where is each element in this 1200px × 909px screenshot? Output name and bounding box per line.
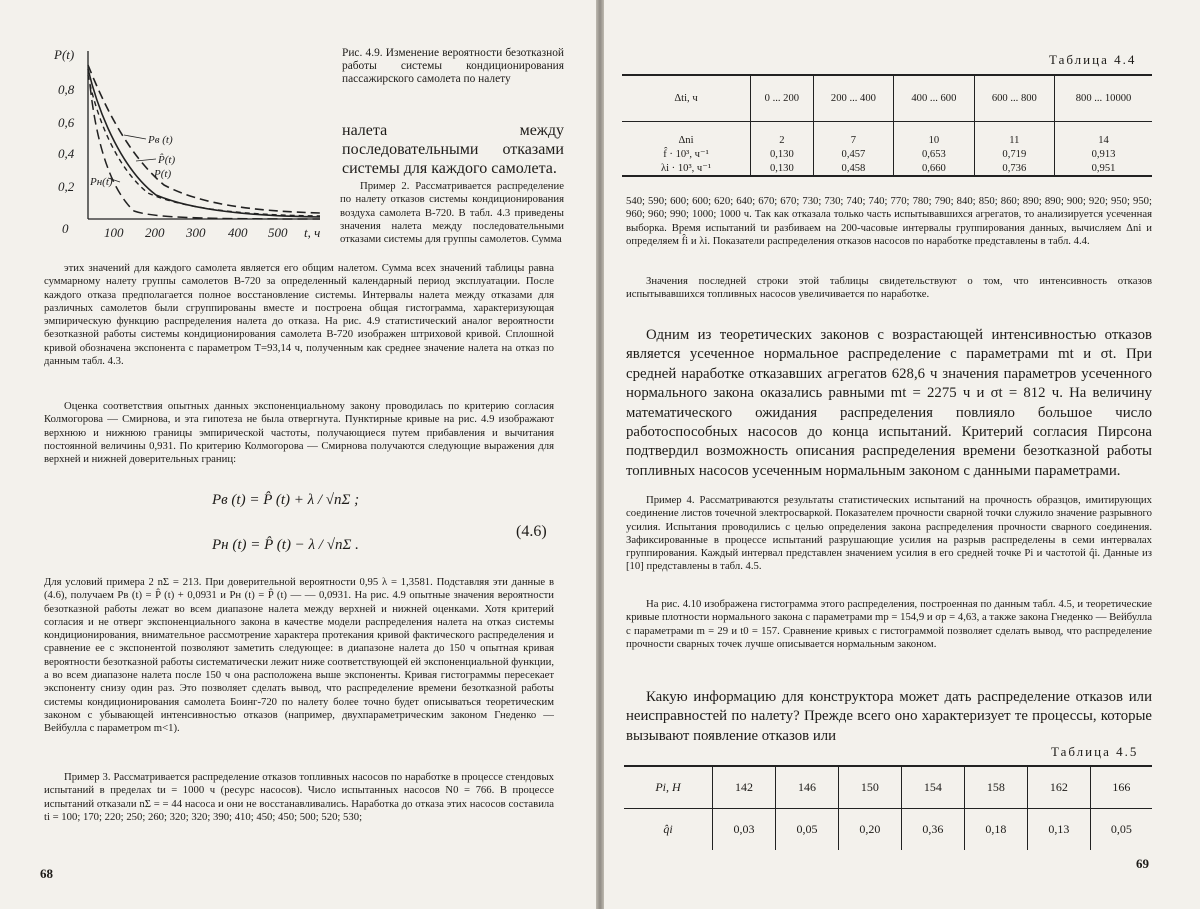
table-header-row (622, 75, 1152, 121)
right-paragraph-2: Значения последней строки этой таблицы свидетельствуют о том, что интенсивность отказов испытывавшихся топливных насосов увеличивается по наработке. (626, 275, 1152, 301)
table-cell: 162 (1027, 766, 1090, 808)
right-paragraph-1: 540; 590; 600; 600; 620; 640; 670; 670; 730; 730; 740; 740; 770; 780; 790; 840; 850; 860; 890; 890; 900; 920; 950; 950; 960; 960; 990; 1000; 1000 ч. Так как отказала только часть испытывавшихся агрегатов, то анализируется усеченная выборка. Время испытаний tи разбиваем на 200-часовые интервалы группирования данных, вычисляем Δni и определяем f̂i и λi. Показатели распределения отказов насосов по наработке представлены в табл. 4.4. (626, 195, 1152, 247)
table-cell: 0,913 (1091, 148, 1116, 160)
table-cell: 158 (964, 766, 1027, 808)
table-header-cell: q̂i (624, 808, 713, 850)
curve-label-upper: Pв (t) (148, 134, 173, 146)
side-text: налета между последовательными отказами системы для каждого самолета. (342, 122, 564, 177)
formula-upper-bound: Pв (t) = P̂ (t) + λ / √nΣ ; (212, 492, 360, 508)
table-cell: 11 (974, 121, 1054, 147)
curve-label-exponent: P(t) (154, 168, 172, 180)
fig-y-tick: 0,2 (58, 179, 75, 194)
table-4-5 (624, 765, 1152, 850)
fig-y-tick: 0,6 (58, 115, 75, 130)
fig-x-tick: 200 (145, 225, 165, 240)
table-cell: 0,457 (813, 147, 893, 161)
table-cell: 0,05 (775, 808, 838, 850)
table-cell: 0,736 (974, 161, 1054, 176)
page-number-left: 68 (40, 866, 53, 881)
table-cell: 166 (1112, 779, 1131, 794)
table-cell: λi · 10³, ч⁻¹ (622, 161, 751, 176)
table-header-cell: 800 ... 10000 (1075, 92, 1132, 104)
curve-exponent (88, 69, 320, 217)
right-paragraph-6: Какую информацию для конструктора может дать распределение отказов или неисправностей по налету? Прежде всего оно характеризует те процессы, которые вызывают появление отказов или (626, 689, 1152, 744)
table-cell: 0,130 (751, 161, 814, 176)
table-cell: 0,03 (713, 808, 776, 850)
equation-number: (4.6) (516, 523, 547, 540)
fig-y-tick: 0,8 (58, 82, 75, 97)
curve-upper-bound (88, 65, 320, 213)
fig-x-tick: 500 (268, 225, 288, 240)
table-header-cell: Pi, Н (624, 766, 713, 808)
table-row (622, 121, 1152, 147)
paragraph: этих значений для каждого самолета является его общим налетом. Сумма всех значений таблицы равна суммарному налету группы самолетов В-720 за определенный календарный период эксплуатации. После каждого отказа предполагается полное восстановление системы. Интервалы налета между отказами для различных самолетов были сгруппированы вместе и построена общая гистограмма, характеризующая эмпирическую функцию распределения налета до отказа. На рис. 4.9 статистический аналог вероятности безотказной работы системы кондиционирования самолета В-720 изображен штриховой кривой. Сплошной кривой обозначена экспонента с параметром T=93,14 ч, полученным как среднее значение налета на отказ по данным табл. 4.3. (44, 262, 554, 368)
table-cell: 0,36 (901, 808, 964, 850)
left-paragraph-4: Пример 3. Рассматривается распределение отказов топливных насосов по наработке в процессе стендовых испытаний в пределах tи = 1000 ч (ресурс насосов). Число испытанных насосов N0 = 766. В процессе испытаний отказали nΣ = = 44 насоса и они не восстанавливались. Наработка до отказа этих насосов составила ti = 100; 170; 220; 250; 260; 320; 320; 390; 410; 450; 450; 500; 520; 530; (44, 771, 554, 823)
table-header-cell: 600 ... 800 (974, 75, 1054, 121)
table-cell: 0,130 (751, 147, 814, 161)
table-cell: 0,18 (964, 808, 1027, 850)
right-paragraph-4: Пример 4. Рассматриваются результаты статистических испытаний на прочность образцов, имитирующих соединение листов точечной электросваркой. Показателем прочности сварной точки служило значение разрывного усилия. Испытания проводились с целью определения закона распределения прочности сварного соединения. Зафиксированные в процессе испытаний разрушающие усилия на разрыв распределены в семи интервалах группирования. Каждый интервал представлен значением усилия в его средней точке Pi и частотой q̂i. Данные из [10] представлены в табл. 4.5. (626, 494, 1152, 573)
right-page (604, 0, 1200, 909)
figure-caption: Рис. 4.9. Изменение вероятности безотказной работы системы кондиционирования пассажирского самолета по налету (342, 47, 564, 85)
table-cell: Δni (622, 121, 751, 147)
curve-label-empirical: P̂(t) (158, 154, 176, 166)
table-cell: 0,653 (894, 147, 974, 161)
curve-empirical (88, 75, 320, 216)
table-cell: 2 (751, 121, 814, 147)
table-4-4-title: Таблица 4.4 (1049, 52, 1137, 67)
table-cell: 150 (838, 766, 901, 808)
fig-y-label: P(t) (54, 47, 75, 62)
fig-x-tick: 100 (104, 225, 124, 240)
table-row (624, 766, 1152, 808)
book-gutter (596, 0, 604, 909)
table-cell: 142 (713, 766, 776, 808)
curve-lower-bound (90, 85, 320, 219)
table-cell: 14 (1098, 135, 1109, 146)
table-cell: 0,05 (1110, 821, 1132, 836)
leader-empirical (136, 159, 156, 161)
page-number-right: 69 (1136, 856, 1149, 871)
left-paragraph-2: Оценка соответствия опытных данных экспоненциальному закону проводилась по критерию согласия Колмогорова — Смирнова, и эта гипотеза не была отвергнута. Пунктирные кривые на рис. 4.9 изображают верхнюю и нижнюю границы эмпирической частоты, получающиеся путем прибавления и вычитания постоянной величины 0,931. По критерию Колмогорова — Смирнова получаются следующие выражения для верхней и нижней доверительных границ: (44, 400, 554, 466)
table-cell: 146 (775, 766, 838, 808)
fig-y-tick: 0,4 (58, 146, 75, 161)
formula-lower-bound: Pн (t) = P̂ (t) − λ / √nΣ . (212, 537, 359, 553)
curve-label-lower: Pн(t) (90, 176, 113, 188)
table-header-cell: 0 ... 200 (751, 75, 814, 121)
table-cell: 0,719 (974, 147, 1054, 161)
table-header-cell: 400 ... 600 (894, 75, 974, 121)
leader-upper (124, 135, 146, 139)
table-cell: 0,951 (1091, 162, 1116, 174)
table-cell: 0,660 (894, 161, 974, 176)
table-row (622, 147, 1152, 161)
fig-x-tick: 300 (186, 225, 206, 240)
table-header-cell: Δti, ч (622, 75, 751, 121)
left-page (0, 0, 596, 909)
table-row (622, 161, 1152, 176)
left-paragraph-1 (44, 262, 554, 368)
table-cell: 10 (894, 121, 974, 147)
table-cell: 0,13 (1027, 808, 1090, 850)
right-paragraph-3: Одним из теоретических законов с возрастающей интенсивностью отказов является усеченное нормальное распределение с параметрами mt и σt. При средней наработке отказавших агрегатов 628,6 ч значения параметров усеченного нормального закона оказались равными mt = 2275 ч и σt = 812 ч. На величину математического ожидания распределения повлияло большое число работоспособных насосов до конца испытаний. Критерий согласия Пирсона подтвердил возможность описания распределения времени безотказной работы топливных насосов усеченным нормальным законом с данными параметрами. (626, 327, 1152, 479)
table-cell: 7 (813, 121, 893, 147)
table-4-5-title: Таблица 4.5 (1051, 744, 1139, 759)
fig-x-label: t, ч (304, 225, 321, 240)
table-row (624, 808, 1152, 850)
table-cell: 0,458 (813, 161, 893, 176)
table-cell: f̂ · 10³, ч⁻¹ (622, 147, 751, 161)
table-cell: 154 (901, 766, 964, 808)
left-paragraph-3: Для условий примера 2 nΣ = 213. При доверительной вероятности 0,95 λ = 1,3581. Подставляя эти данные в (4.6), получаем Pв (t) = P̂ (t) + 0,0931 и Pн (t) = P̂ (t) — — 0,0931. На рис. 4.9 опытные значения вероятности безотказной работы лежат во всем диапазоне налета между верхней и нижней оценками. Хотя критерий согласия и не отверг экспоненциального закона в качестве модели распределения налета на отказ системы кондиционирования, внимательное рассмотрение характера протекания кривой фактического распределения и сравнение ее с экспонентой позволяют заметить следующее: в диапазоне налета до 150 ч опытная кривая вероятности безотказной работы систематически лежит ниже соответствующей ей экспоненциальной функции, а во всем диапазоне налета после 150 ч она расположена выше экспоненты. Кривая гистограммы пересекает экспоненту снизу один раз. Это позволяет сделать вывод, что распределение времени безотказной работы системы кондиционирования самолета Боинг-720 по налету более точно будет описываться теоретическим законом с убывающей интенсивностью отказов (например, двухпараметрическим законом Гнеденко — Вейбулла с параметром m<1). (44, 576, 554, 735)
right-paragraph-5: На рис. 4.10 изображена гистограмма этого распределения, построенная по данным табл. 4.5, и теоретические кривые плотности нормального закона с параметрами mp = 154,9 и σp = 4,63, а также закона Гнеденко — Вейбулла с параметрами m = 29 и t0 = 157. Сравнение кривых с гистограммой позволяет сделать вывод, что распределение прочности сварных точек лучше описывается нормальным законом. (626, 598, 1152, 650)
fig-y-tick: 0 (62, 221, 69, 236)
example-2-text: Пример 2. Рассматривается распределение по налету отказов системы кондиционирования воздуха самолета В-720. В табл. 4.3 приведены значения налета между последовательными отказами системы для группы самолетов. Сумма (340, 180, 564, 246)
fig-x-tick: 400 (228, 225, 248, 240)
figure-4-9 (44, 45, 334, 245)
table-header-cell: 200 ... 400 (813, 75, 893, 121)
table-4-4 (622, 74, 1152, 177)
table-cell: 0,20 (838, 808, 901, 850)
